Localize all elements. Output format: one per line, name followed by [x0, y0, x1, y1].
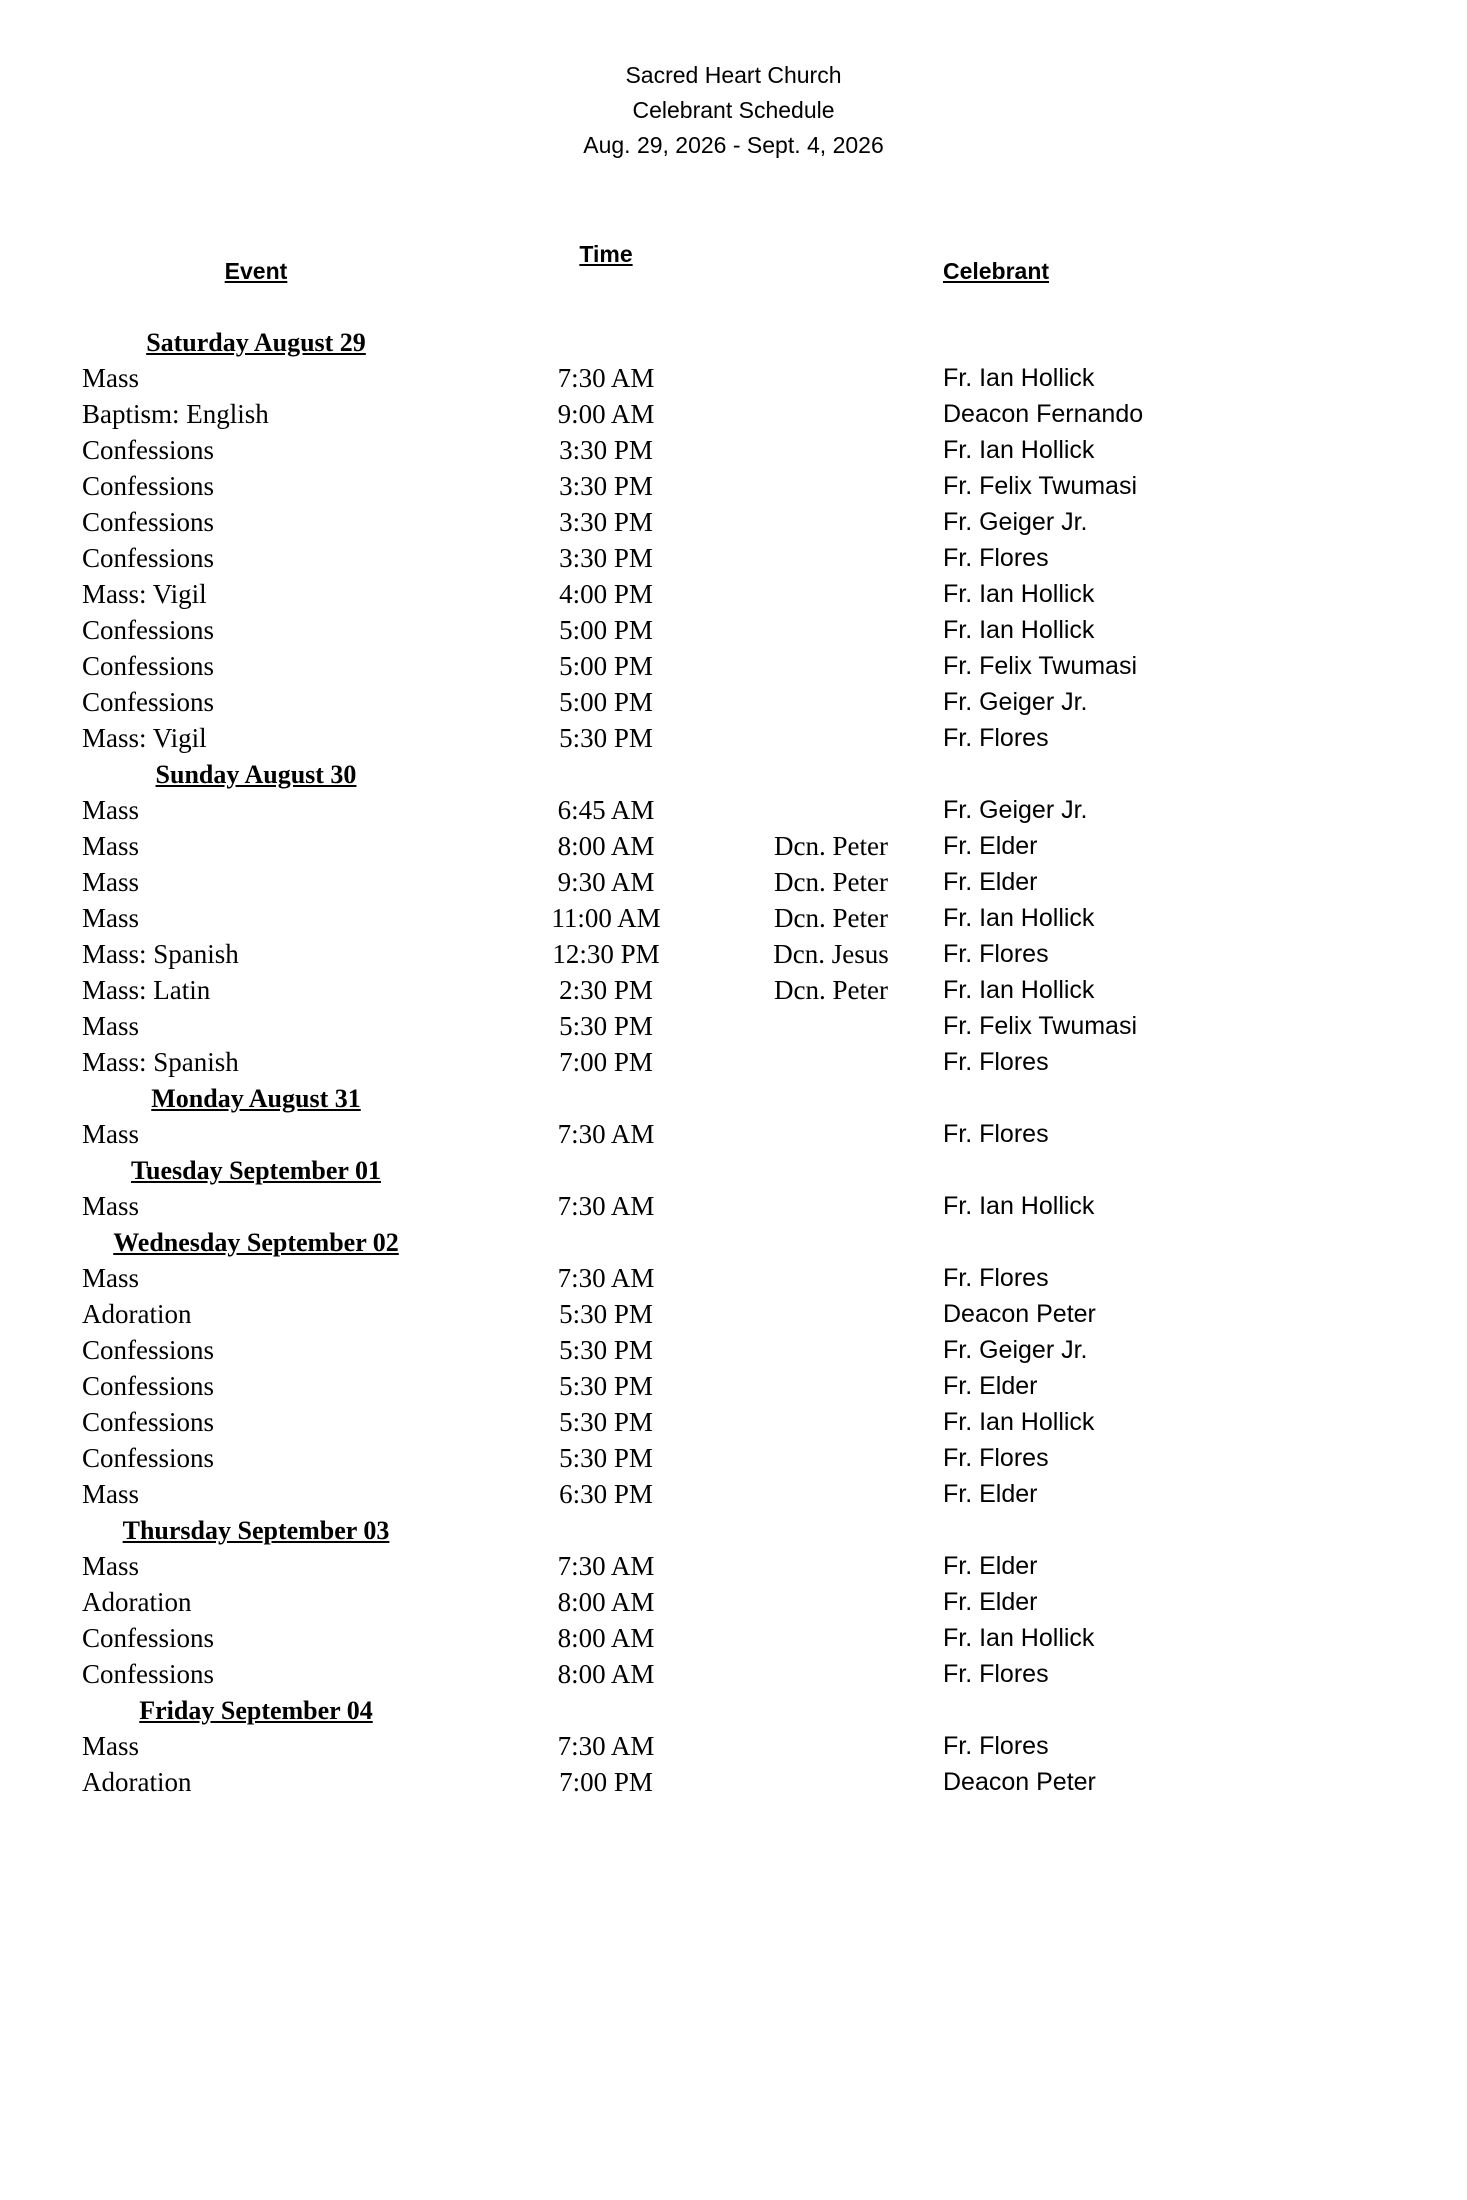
event-time: 9:00 AM: [557, 399, 655, 429]
event-time: 3:30 PM: [559, 507, 653, 537]
event-time: 5:00 PM: [559, 615, 653, 645]
event-time: 5:30 PM: [559, 723, 653, 753]
event-name: Confessions: [82, 1659, 215, 1689]
celebrant-name: Fr. Elder: [943, 832, 1038, 860]
deacon-name: Dcn. Jesus: [773, 939, 889, 969]
celebrant-name: Fr. Elder: [943, 1480, 1038, 1508]
event-name: Confessions: [82, 615, 215, 645]
celebrant-name: Fr. Ian Hollick: [943, 1624, 1095, 1652]
event-time: 5:00 PM: [559, 687, 653, 717]
event-name: Mass: [82, 1191, 140, 1221]
event-name: Confessions: [82, 1623, 215, 1653]
event-name: Mass: Spanish: [82, 939, 239, 969]
event-time: 5:00 PM: [559, 651, 653, 681]
day-heading: Wednesday September 02: [113, 1228, 399, 1257]
event-name: Confessions: [82, 507, 215, 537]
celebrant-name: Fr. Ian Hollick: [943, 364, 1095, 392]
celebrant-name: Deacon Peter: [943, 1768, 1096, 1796]
event-name: Confessions: [82, 1335, 215, 1365]
time-column-header: Time: [579, 241, 633, 267]
event-name: Mass: [82, 903, 140, 933]
celebrant-name: Deacon Fernando: [943, 400, 1144, 428]
event-name: Mass: [82, 831, 140, 861]
day-heading: Monday August 31: [151, 1084, 361, 1113]
celebrant-name: Fr. Geiger Jr.: [943, 508, 1088, 536]
celebrant-name: Fr. Flores: [943, 940, 1049, 968]
event-time: 9:30 AM: [557, 867, 655, 897]
event-time: 3:30 PM: [559, 543, 653, 573]
celebrant-name: Fr. Felix Twumasi: [943, 1012, 1138, 1040]
event-time: 3:30 PM: [559, 435, 653, 465]
event-time: 7:30 AM: [557, 1191, 655, 1221]
celebrant-name: Fr. Flores: [943, 724, 1049, 752]
celebrant-name: Fr. Ian Hollick: [943, 1192, 1095, 1220]
event-time: 7:30 AM: [557, 363, 655, 393]
day-heading: Tuesday September 01: [131, 1156, 381, 1185]
celebrant-name: Fr. Elder: [943, 1588, 1038, 1616]
day-heading: Thursday September 03: [122, 1516, 390, 1545]
celebrant-name: Fr. Ian Hollick: [943, 904, 1095, 932]
event-name: Confessions: [82, 471, 215, 501]
event-time: 5:30 PM: [559, 1335, 653, 1365]
celebrant-name: Fr. Flores: [943, 1048, 1049, 1076]
celebrant-name: Fr. Flores: [943, 1660, 1049, 1688]
deacon-name: Dcn. Peter: [774, 867, 888, 897]
celebrant-name: Fr. Elder: [943, 868, 1038, 896]
event-name: Mass: [82, 1011, 140, 1041]
celebrant-name: Fr. Geiger Jr.: [943, 1336, 1088, 1364]
event-time: 7:30 AM: [557, 1263, 655, 1293]
event-time: 3:30 PM: [559, 471, 653, 501]
event-time: 8:00 AM: [557, 1623, 655, 1653]
event-name: Mass: Vigil: [82, 723, 207, 753]
event-time: 12:30 PM: [552, 939, 660, 969]
event-name: Confessions: [82, 687, 215, 717]
event-time: 7:30 AM: [557, 1731, 655, 1761]
event-time: 6:30 PM: [559, 1479, 653, 1509]
event-time: 5:30 PM: [559, 1407, 653, 1437]
celebrant-name: Deacon Peter: [943, 1300, 1096, 1328]
celebrant-name: Fr. Flores: [943, 1444, 1049, 1472]
celebrant-name: Fr. Geiger Jr.: [943, 796, 1088, 824]
event-name: Mass: [82, 1551, 140, 1581]
event-name: Adoration: [82, 1767, 192, 1797]
event-name: Mass: [82, 1119, 140, 1149]
event-time: 2:30 PM: [559, 975, 653, 1005]
event-time: 5:30 PM: [559, 1299, 653, 1329]
celebrant-column-header: Celebrant: [942, 258, 1050, 284]
event-name: Confessions: [82, 651, 215, 681]
event-name: Mass: [82, 363, 140, 393]
celebrant-name: Fr. Ian Hollick: [943, 1408, 1095, 1436]
event-name: Adoration: [82, 1587, 192, 1617]
event-time: 8:00 AM: [557, 1659, 655, 1689]
event-time: 6:45 AM: [557, 795, 655, 825]
event-time: 5:30 PM: [559, 1443, 653, 1473]
event-name: Baptism: English: [82, 399, 269, 429]
celebrant-name: Fr. Flores: [943, 1732, 1049, 1760]
event-name: Mass: [82, 1479, 140, 1509]
event-time: 7:30 AM: [557, 1551, 655, 1581]
celebrant-name: Fr. Elder: [943, 1372, 1038, 1400]
church-name: Sacred Heart Church: [625, 62, 842, 88]
celebrant-name: Fr. Ian Hollick: [943, 616, 1095, 644]
event-name: Mass: [82, 1263, 140, 1293]
event-column-header: Event: [224, 258, 288, 284]
event-name: Mass: Vigil: [82, 579, 207, 609]
deacon-name: Dcn. Peter: [774, 903, 888, 933]
event-time: 7:00 PM: [559, 1047, 653, 1077]
event-name: Mass: [82, 867, 140, 897]
day-heading: Saturday August 29: [146, 328, 366, 357]
date-range: Aug. 29, 2026 - Sept. 4, 2026: [583, 132, 884, 158]
event-name: Mass: Spanish: [82, 1047, 239, 1077]
event-time: 7:30 AM: [557, 1119, 655, 1149]
celebrant-name: Fr. Felix Twumasi: [943, 472, 1138, 500]
celebrant-name: Fr. Geiger Jr.: [943, 688, 1088, 716]
day-heading: Sunday August 30: [155, 760, 357, 789]
deacon-name: Dcn. Peter: [774, 975, 888, 1005]
event-name: Mass: [82, 1731, 140, 1761]
celebrant-name: Fr. Flores: [943, 544, 1049, 572]
celebrant-name: Fr. Ian Hollick: [943, 436, 1095, 464]
celebrant-name: Fr. Elder: [943, 1552, 1038, 1580]
event-name: Confessions: [82, 1407, 215, 1437]
event-time: 7:00 PM: [559, 1767, 653, 1797]
day-heading: Friday September 04: [139, 1696, 373, 1725]
celebrant-name: Fr. Flores: [943, 1120, 1049, 1148]
event-name: Mass: [82, 795, 140, 825]
event-name: Confessions: [82, 435, 215, 465]
event-name: Confessions: [82, 1371, 215, 1401]
event-name: Mass: Latin: [82, 975, 211, 1005]
deacon-name: Dcn. Peter: [774, 831, 888, 861]
event-time: 5:30 PM: [559, 1371, 653, 1401]
event-time: 8:00 AM: [557, 1587, 655, 1617]
schedule-title: Celebrant Schedule: [632, 97, 835, 123]
event-time: 8:00 AM: [557, 831, 655, 861]
event-name: Confessions: [82, 543, 215, 573]
celebrant-name: Fr. Felix Twumasi: [943, 652, 1138, 680]
event-name: Confessions: [82, 1443, 215, 1473]
event-time: 4:00 PM: [559, 579, 653, 609]
event-time: 5:30 PM: [559, 1011, 653, 1041]
celebrant-name: Fr. Flores: [943, 1264, 1049, 1292]
event-name: Adoration: [82, 1299, 192, 1329]
event-time: 11:00 AM: [551, 903, 661, 933]
celebrant-name: Fr. Ian Hollick: [943, 976, 1095, 1004]
celebrant-name: Fr. Ian Hollick: [943, 580, 1095, 608]
